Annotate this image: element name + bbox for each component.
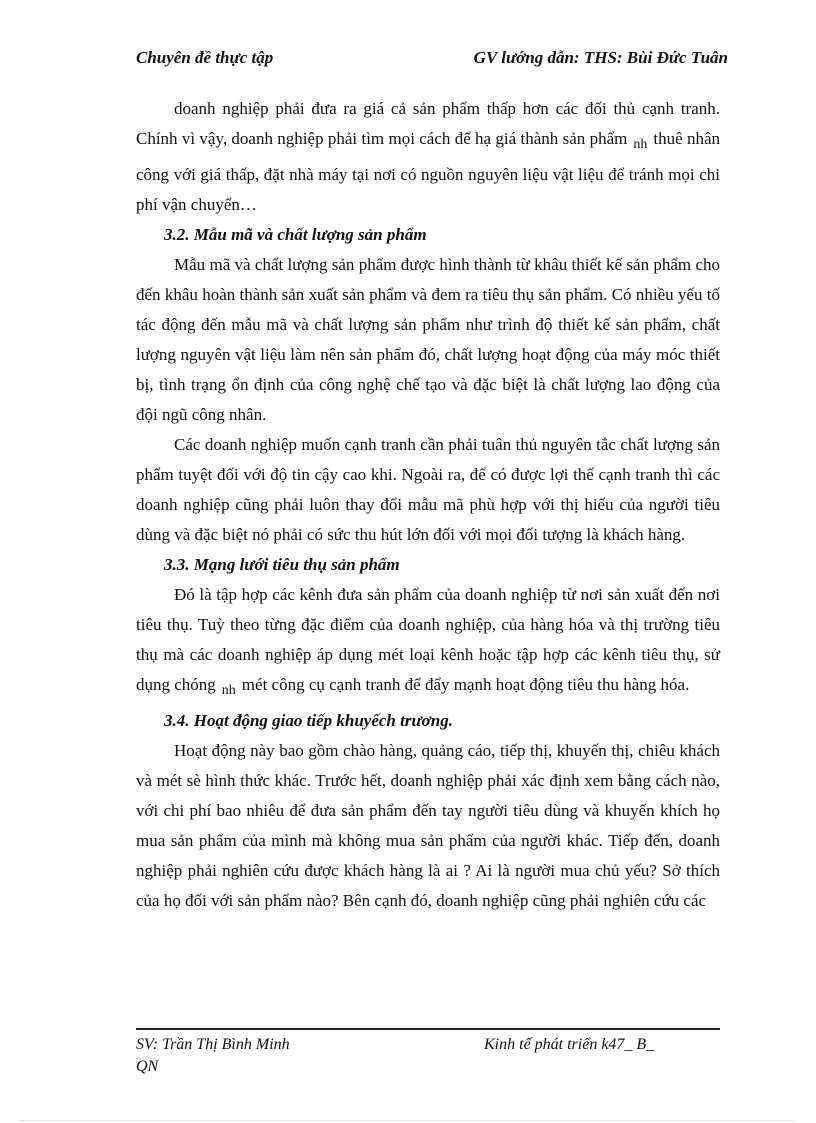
- section-heading-3-4: 3.4. Hoạt động giao tiếp khuyếch trương.: [164, 711, 453, 730]
- page-boundary: [20, 1120, 796, 1121]
- stray-text-nh: nh: [633, 137, 648, 152]
- page-header: [136, 48, 728, 74]
- paragraph-pricing-part1: doanh nghiệp phải đưa ra giá cả sản phẩm thấp hơn các đối thủ cạnh tranh. Chính vì vậy, doanh nghiệp phải tìm mọi cách để hạ giá thành sản phẩm: [136, 99, 720, 148]
- section-heading-3-3: 3.3. Mạng lưới tiêu thụ sản phẩm: [164, 555, 400, 574]
- footer-class: Kinh tế phát triển k47_ B_: [484, 1036, 655, 1053]
- footer-divider: [136, 1028, 720, 1030]
- header-supervisor: GV lướng dẫn: THS: Bùi Đức Tuân: [473, 48, 728, 67]
- header-document-title: Chuyên đề thực tập: [136, 48, 274, 67]
- document-body: [136, 94, 720, 916]
- stray-text-nh: nh: [221, 683, 236, 698]
- footer-class-continued: QN: [136, 1058, 159, 1075]
- paragraph-pricing: [136, 94, 720, 220]
- paragraph-distribution: [136, 580, 720, 706]
- paragraph-quality-principle: Các doanh nghiệp muốn cạnh tranh cần phải tuân thủ nguyên tắc chất lượng sản phẩm tuyệt đối với độ tin cậy cao khi. Ngoài ra, để có được lợi thế cạnh tranh thì các doanh nghiệp cũng phải luôn thay đổi mẫu mã phù hợp với thị hiếu của người tiêu dùng và đặc biệt nó phải có sức thu hút lớn đối với mọi đối tượng là khách hàng.: [136, 435, 720, 544]
- paragraph-design-quality: Mẫu mã và chất lượng sản phẩm được hình thành từ khâu thiết kế sản phẩm cho đến khâu hoàn thành sản xuất sản phẩm và đem ra tiêu thụ sản phẩm. Có nhiều yếu tố tác động đến mẫu mã và chất lượng sản phẩm như trình độ thiết kế sản phẩm, chất lượng nguyên vật liệu làm nên sản phẩm đó, chất lượng hoạt động của máy móc thiết bị, tình trạng ổn định của công nghệ chế tạo và đặc biệt là chất lượng lao động của đội ngũ công nhân.: [136, 255, 720, 424]
- paragraph-pricing-part2: thuê nhân công với giá thấp, đặt nhà máy tại nơi có nguồn nguyên liệu vật liệu để tránh mọi chi phí vận chuyển…: [136, 129, 720, 214]
- paragraph-promotion: Hoạt động này bao gồm chào hàng, quảng cáo, tiếp thị, khuyến thị, chiêu khách và mét sè hình thức khác. Trước hết, doanh nghiệp phải xác định xem bằng cách nào, với chi phí bao nhiêu để đưa sản phẩm đến tay người tiêu dùng và khuyến khích họ mua sản phẩm của mình mà không mua sản phẩm của người khác. Tiếp đến, doanh nghiệp phải nghiên cứu được khách hàng là ai ? Ai là người mua chủ yếu? Sở thích của họ đối với sản phẩm nào? Bên cạnh đó, doanh nghiệp cũng phải nghiên cứu các: [136, 741, 720, 910]
- paragraph-distribution-part2: mét công cụ cạnh tranh để đẩy mạnh hoạt động tiêu thu hàng hóa.: [241, 675, 690, 694]
- section-heading-3-2: 3.2. Mẫu mã và chất lượng sản phẩm: [164, 225, 427, 244]
- footer-student-name: SV: Trần Thị Bình Minh: [136, 1036, 290, 1053]
- paragraph-distribution-part1: Đó là tập hợp các kênh đưa sản phẩm của doanh nghiệp từ nơi sản xuất đến nơi tiêu thụ. Tuỳ theo từng đặc điểm của doanh nghiệp, của hàng hóa và thị trường tiêu thụ mà các doanh nghiệp áp dụng mét loại kênh hoặc tập hợp các kênh tiêu thụ, sử dụng chóng: [136, 585, 720, 694]
